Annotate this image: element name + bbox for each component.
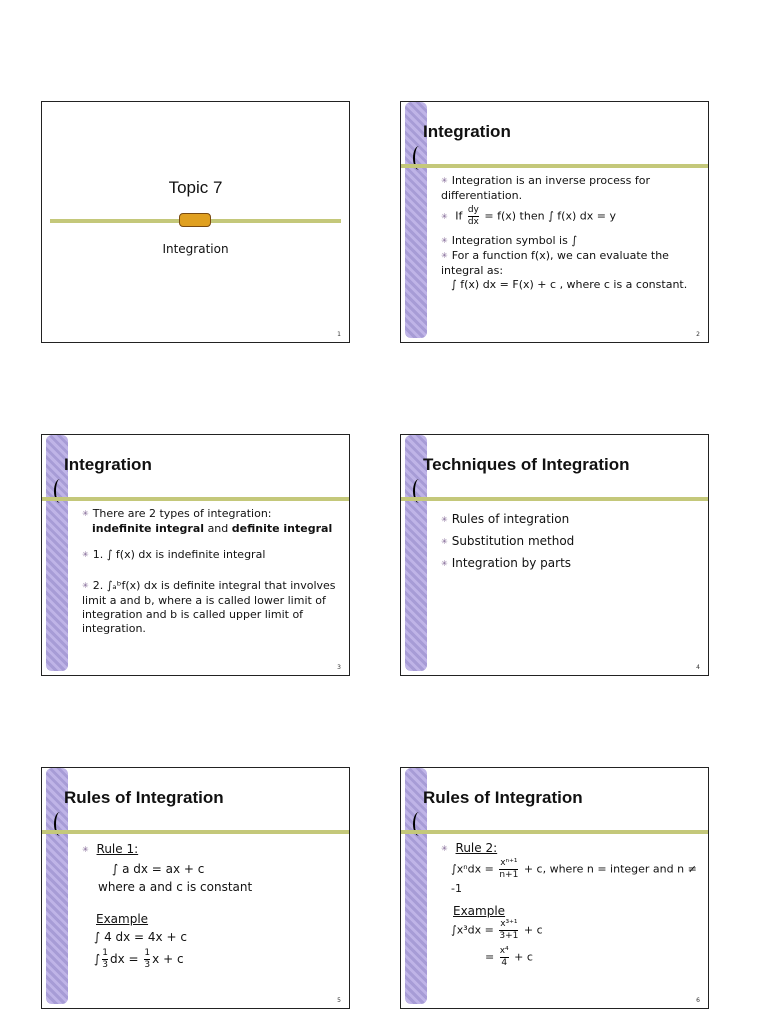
fraction bbox=[499, 919, 518, 942]
bullet-item: ✳ Integration symbol is ∫ bbox=[441, 234, 702, 249]
divider-bar bbox=[401, 164, 708, 168]
bold-term: indefinite integral bbox=[92, 522, 205, 535]
fraction bbox=[500, 946, 509, 969]
example-label: Example bbox=[96, 912, 149, 926]
scroll-ornament-icon bbox=[179, 213, 211, 227]
formula bbox=[451, 919, 702, 942]
slide-5 bbox=[41, 767, 350, 1009]
formula bbox=[485, 946, 702, 969]
bullet-item: ✳ Integration by parts bbox=[441, 553, 702, 575]
denominator: 3 bbox=[102, 960, 108, 970]
denominator: 3 bbox=[144, 960, 151, 970]
text: + c bbox=[514, 950, 533, 964]
text: = f(x) then ∫ f(x) dx = y bbox=[484, 209, 616, 223]
divider-bar bbox=[401, 830, 708, 834]
fraction bbox=[468, 205, 479, 228]
page-number: 2 bbox=[696, 331, 700, 338]
divider-bar bbox=[42, 830, 349, 834]
numerator: x⁴ bbox=[499, 946, 509, 956]
slide-body bbox=[441, 840, 702, 969]
slide-body bbox=[441, 509, 702, 575]
bullet-item: ✳ Integration is an inverse process for differentiation. bbox=[441, 174, 702, 203]
bullet-item: ✳ Substitution method bbox=[441, 531, 702, 553]
text: If bbox=[455, 209, 463, 223]
slide-title: Rules of Integration bbox=[64, 788, 224, 807]
rule-label: Rule 1: bbox=[96, 842, 139, 856]
numerator: 1 bbox=[102, 948, 108, 958]
rule-label: Rule 2: bbox=[455, 841, 498, 855]
numerator: 1 bbox=[144, 948, 151, 958]
bold-term: definite integral bbox=[231, 522, 333, 535]
slide-2 bbox=[400, 101, 709, 343]
numerator: x³⁺¹ bbox=[500, 919, 518, 929]
text: ∫x³dx = bbox=[451, 923, 494, 937]
formula: ∫ a dx = ax + c bbox=[112, 862, 205, 876]
text bbox=[92, 522, 343, 536]
text: = bbox=[485, 950, 495, 964]
text: ∫ bbox=[94, 952, 101, 966]
denominator: n+1 bbox=[499, 870, 519, 880]
divider-bar bbox=[42, 497, 349, 501]
text: ∫xⁿdx = bbox=[451, 862, 494, 876]
bullet-item bbox=[441, 840, 702, 858]
denominator: 4 bbox=[501, 958, 508, 968]
bullet-item: ✳ Rules of integration bbox=[441, 509, 702, 531]
text: where a and c is constant bbox=[98, 880, 253, 894]
bullet-item: ✳ 1. ∫ f(x) dx is indefinite integral bbox=[82, 548, 343, 563]
page-number: 5 bbox=[337, 997, 341, 1004]
example-label: Example bbox=[453, 904, 506, 918]
slide-body bbox=[82, 507, 343, 636]
text: x + c bbox=[152, 952, 184, 966]
formula: ∫ 4 dx = 4x + c bbox=[94, 930, 187, 944]
fraction bbox=[102, 948, 108, 971]
fraction bbox=[499, 858, 518, 881]
text: + c, where n = integer and n ≠ -1 bbox=[451, 862, 697, 895]
slide-subtitle: Integration bbox=[162, 242, 229, 256]
page-number: 3 bbox=[337, 664, 341, 671]
slide-1 bbox=[41, 101, 350, 343]
slide-4 bbox=[400, 434, 709, 676]
slide-title: Integration bbox=[423, 122, 511, 141]
numerator: dy bbox=[467, 205, 479, 215]
slide-6 bbox=[400, 767, 709, 1009]
slide-title: Topic 7 bbox=[168, 178, 223, 197]
formula bbox=[94, 948, 343, 971]
bullet-item: ✳ For a function f(x), we can evaluate the integral as: bbox=[441, 249, 702, 278]
fraction bbox=[144, 948, 150, 971]
page-number: 1 bbox=[337, 331, 341, 338]
slide-body bbox=[82, 840, 343, 971]
slide-body bbox=[441, 174, 702, 292]
bullet-item: ✳ 2. ∫ₐᵇf(x) dx is definite integral that involves limit a and b, where a is called lower limit of integration and b is called upper limit of integration. bbox=[82, 579, 343, 636]
formula bbox=[451, 858, 702, 897]
text: dx = bbox=[110, 952, 139, 966]
denominator: 3+1 bbox=[499, 931, 519, 941]
slide-3 bbox=[41, 434, 350, 676]
slide-title: Rules of Integration bbox=[423, 788, 583, 807]
bullet-item bbox=[441, 205, 702, 228]
slide-title: Integration bbox=[64, 455, 152, 474]
text: + c bbox=[523, 923, 543, 937]
slide-title: Techniques of Integration bbox=[423, 455, 630, 474]
divider-bar bbox=[401, 497, 708, 501]
page-number: 4 bbox=[696, 664, 700, 671]
numerator: xⁿ⁺¹ bbox=[500, 858, 518, 868]
bullet-item: ✳ There are 2 types of integration: bbox=[82, 507, 343, 522]
bullet-item bbox=[82, 840, 343, 860]
text: and bbox=[207, 522, 229, 535]
denominator: dx bbox=[467, 217, 479, 227]
formula: ∫ f(x) dx = F(x) + c , where c is a constant. bbox=[451, 278, 688, 291]
page-number: 6 bbox=[696, 997, 700, 1004]
